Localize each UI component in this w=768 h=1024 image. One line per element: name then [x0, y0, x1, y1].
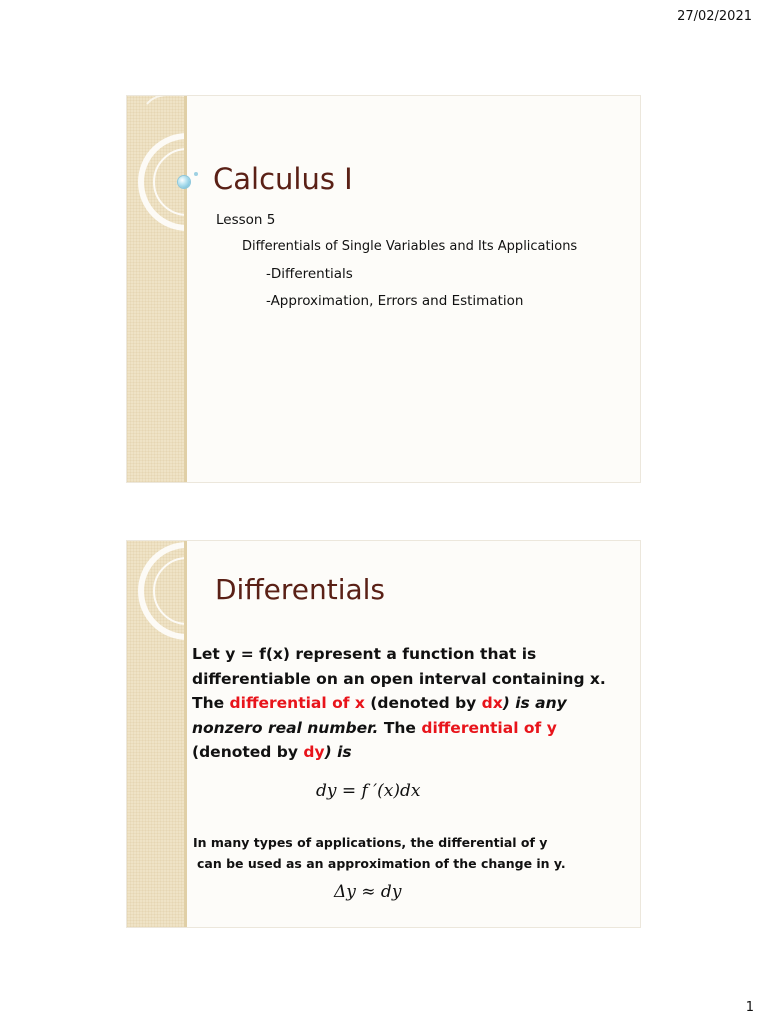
- lesson-topic: Differentials of Single Variables and Its Applications: [242, 239, 578, 254]
- slide-title-text: Calculus I: [213, 162, 353, 196]
- sidebar-divider: [184, 96, 187, 482]
- sidebar-divider: [184, 541, 187, 927]
- highlight-term: dy: [303, 743, 325, 761]
- definition-text: (denoted by: [192, 743, 304, 761]
- bullet-small-dot-icon: [194, 172, 198, 176]
- subtopic-item: -Differentials: [266, 266, 353, 282]
- slide-sidebar: [127, 541, 184, 927]
- slide-title: [127, 96, 640, 482]
- page-number: 1: [745, 1000, 754, 1015]
- lesson-outline: [216, 212, 577, 320]
- note-line: can be used as an approximation of the change in y.: [197, 856, 566, 871]
- subtopic-item: -Approximation, Errors and Estimation: [266, 293, 524, 309]
- definition-italic-text: ) is: [324, 743, 352, 761]
- definition-text: The: [378, 718, 422, 737]
- slide-differentials: [127, 541, 640, 927]
- sidebar-arcs-icon: [127, 96, 187, 482]
- sidebar-arcs-icon: [127, 541, 187, 927]
- page-date: 27/02/2021: [677, 9, 752, 24]
- slide-sidebar: [127, 96, 184, 482]
- definition-paragraph: [192, 642, 612, 765]
- lesson-label: Lesson 5: [216, 212, 276, 228]
- highlight-term: differential of x: [229, 694, 365, 712]
- bullet-dot-icon: [178, 176, 190, 188]
- slide-title-text: Differentials: [215, 573, 386, 606]
- highlight-term: differential of y: [421, 718, 557, 737]
- definition-italic-text: ) is any nonzero real number.: [192, 694, 567, 737]
- note-line: In many types of applications, the differential of y: [193, 835, 548, 850]
- definition-text: (denoted by: [364, 694, 482, 712]
- highlight-term: dx: [481, 694, 503, 712]
- definition-text: Let y = f(x) represent a function that is differentiable on an open interval containing x. The: [192, 645, 606, 712]
- differential-formula: dy = f ′(x)dx: [316, 781, 421, 801]
- approximation-formula: Δy ≈ dy: [334, 882, 402, 902]
- application-note: [193, 832, 633, 874]
